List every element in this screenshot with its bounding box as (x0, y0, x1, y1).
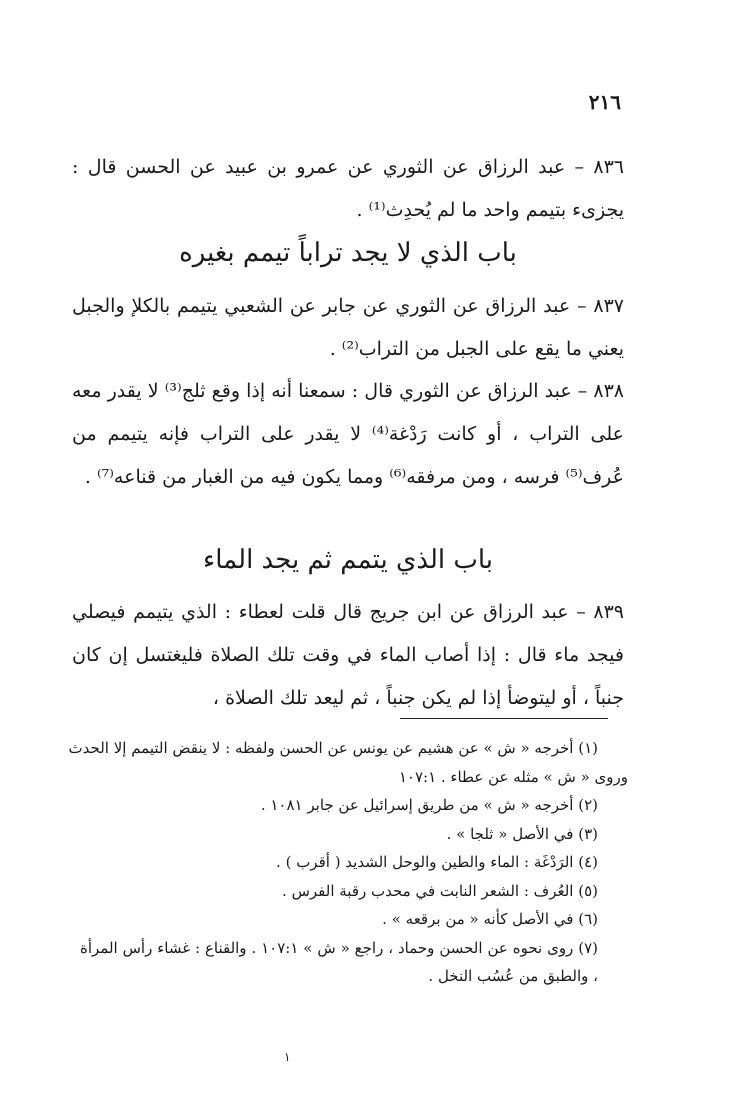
footnote-1-line-2: وروى « ش » مثله عن عطاء . ١٠٧:١ (398, 767, 628, 786)
chapter-heading-no-earth: باب الذي لا يجد تراباً تيمم بغيره (179, 238, 517, 268)
chapter-heading-finds-water: باب الذي يتمم ثم يجد الماء (202, 545, 494, 575)
footnote-separator (400, 718, 608, 719)
footnotes (68, 734, 628, 991)
footnote-1-line-1: (١) أخرجه « ش » عن هشيم عن يونس عن الحسن ولفظه : لا ينقض التيمم إلا الحدث (68, 739, 598, 757)
footnote-7: (٧) روى نحوه عن الحسن وحماد ، راجع « ش » ١٠٧:١ . والقناع : غشاء رأس المرأة ، والطبق من عُسُب النخل . (80, 938, 598, 985)
hadith-838: ٨٣٨ – عبد الرزاق عن الثوري قال : سمعنا أنه إذا وقع ثلج⁽³⁾ لا يقدر معه على التراب ، أو كانت رَدْغة⁽⁴⁾ لا يقدر على التراب فإنه يتيمم من عُرف⁽⁵⁾ فرسه ، ومن مرفقه⁽⁶⁾ ومما يكون فيه من الغبار من قناعه⁽⁷⁾ . (72, 380, 624, 488)
page-number: ٢١٦ (588, 90, 621, 114)
hadith-836: ٨٣٦ – عبد الرزاق عن الثوري عن عمرو بن عبيد عن الحسن قال : يجزىء بتيمم واحد ما لم يُحدِث⁽¹⁾ . (72, 156, 624, 221)
footnote-2: (٢) أخرجه « ش » من طريق إسرائيل عن جابر ١٠٨١ . (260, 796, 598, 814)
hadith-837: ٨٣٧ – عبد الرزاق عن الثوري عن جابر عن الشعبي يتيمم بالكلإ والجبل يعني ما يقع على الجبل من التراب⁽²⁾ . (72, 295, 624, 360)
footnote-4: (٤) الرَدْغَة : الماء والطين والوحل الشديد ( أقرب ) . (276, 853, 598, 871)
footnote-3: (٣) في الأصل « ثلجا » . (446, 824, 598, 843)
folio-mark: ١ (284, 1050, 291, 1064)
hadith-839: ٨٣٩ – عبد الرزاق عن ابن جريج قال قلت لعطاء : الذي يتيمم فيصلي فيجد ماء قال : إذا أصاب الماء في وقت تلك الصلاة فليغتسل إن كان جنباً ، أو ليتوضأ إذا لم يكن جنباً ، ثم ليعد تلك الصلاة ، (72, 601, 624, 709)
footnote-6: (٦) في الأصل كأنه « من برقعه » . (382, 910, 598, 928)
footnote-5: (٥) العُرف : الشعر النابت في محدب رقبة الفرس . (282, 881, 598, 900)
